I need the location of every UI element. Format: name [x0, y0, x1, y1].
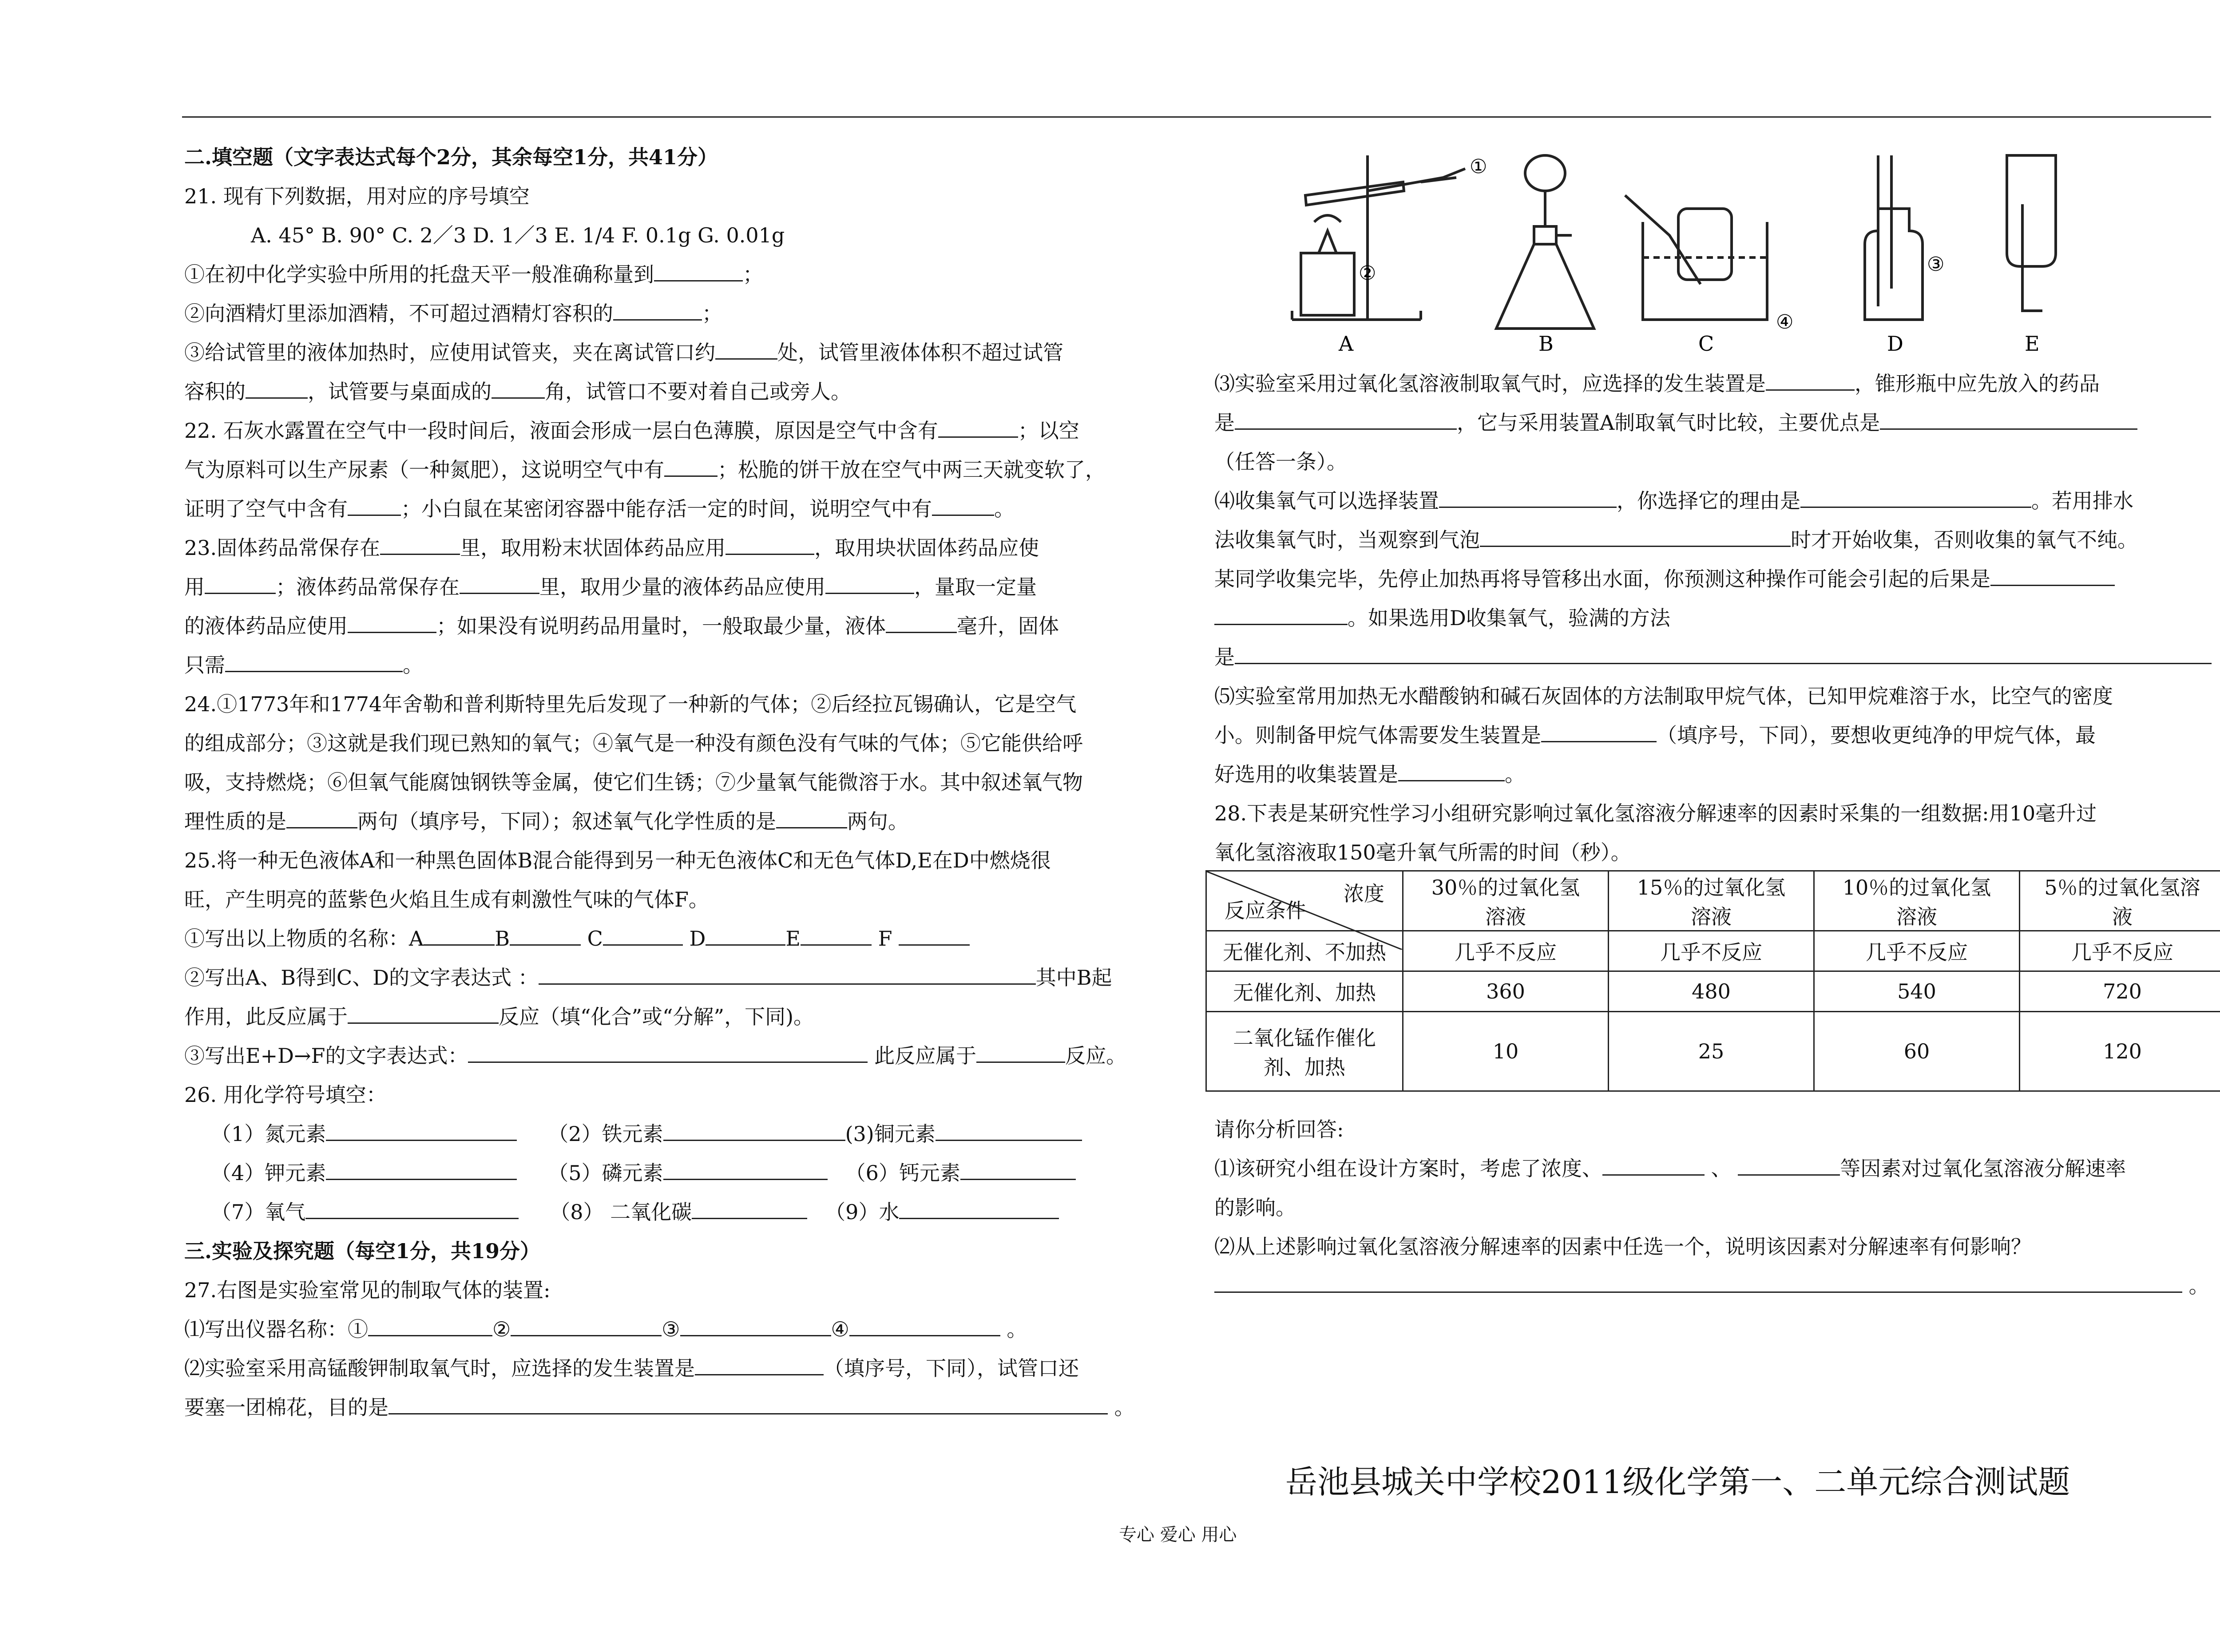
top-rule	[182, 116, 2211, 118]
table-cell: 几乎不反应	[2020, 931, 2220, 971]
q27-part4-line2: 法收集氧气时，当观察到气泡 时才开始收集，否则收集的氧气不纯。	[1214, 520, 2220, 559]
table-cell: 480	[1609, 971, 1814, 1012]
corner-label-condition: 反应条件	[1225, 899, 1306, 923]
q27-part4-line1: ⑷收集氧气可以选择装置 ，你选择它的理由是 。若用排水	[1214, 481, 2220, 520]
q26-stem: 26. 用化学符号填空：	[184, 1083, 387, 1107]
q24-line3: 吸，支持燃烧；⑥但氧气能腐蚀钢铁等金属，使它们生锈；⑦少量氧气能微溶于水。其中叙述氧气物	[184, 770, 1083, 794]
table-cell: 几乎不反应	[1403, 931, 1609, 971]
q21-line3: ③给试管里的液体加热时，应使用试管夹，夹在离试管口约 处，试管里液体体积不超过试管	[184, 333, 1188, 372]
q27-stem: 27.右图是实验室常见的制取气体的装置:	[184, 1278, 551, 1302]
table-cell: 10	[1403, 1012, 1609, 1091]
q24-line2: 的组成部分；③这就是我们现已熟知的氧气；④氧气是一种没有颜色没有气味的气体；⑤它能供给呼	[184, 731, 1083, 755]
table-row	[1206, 971, 2220, 1012]
q28-a2: ⑵从上述影响过氧化氢溶液分解速率的因素中任选一个，说明该因素对分解速率有何影响？	[1214, 1235, 2031, 1259]
label-d: D	[1887, 332, 1903, 355]
q25-line1: 25.将一种无色液体A和一种黑色固体B混合能得到另一种无色液体C和无色气体D,E在D中燃烧很	[184, 848, 1051, 872]
q25-line3: ①写出以上物质的名称：A B C D E F	[184, 919, 1188, 958]
right-column	[1214, 364, 2220, 872]
q21-line4: 容积的 ，试管要与桌面成的 角，试管口不要对着自己或旁人。	[184, 372, 1188, 411]
q27-part2-line2: 要塞一团棉花，目的是 。	[184, 1388, 1188, 1427]
apparatus-drawing	[1288, 142, 2220, 355]
q21-stem: 21. 现有下列数据，用对应的序号填空	[184, 184, 530, 208]
q27-part4-line5: 是	[1214, 638, 2220, 677]
q22-line3: 证明了空气中含有 ；小白鼠在某密闭容器中能存活一定的时间，说明空气中有 。	[184, 489, 1188, 528]
header-30pct: 30％的过氧化氢 溶液	[1403, 871, 1609, 931]
q25-line2: 旺，产生明亮的蓝紫色火焰且生成有刺激性气味的气体F。	[184, 887, 709, 911]
table-cell: 60	[1814, 1012, 2020, 1091]
table-header-row	[1206, 871, 2220, 931]
q28-a1-line1: ⑴该研究小组在设计方案时，考虑了浓度、 、 等因素对过氧化氢溶液分解速率	[1214, 1149, 2220, 1188]
q25-line4: ②写出A、B得到C、D的文字表达式 ： 其中B起	[184, 958, 1188, 997]
header-5pct: 5％的过氧化氢溶 液	[2020, 871, 2220, 931]
table-cell: 540	[1814, 971, 2020, 1012]
exam-title: 岳池县城关中学校2011级化学第一、二单元综合测试题	[1285, 1463, 2070, 1501]
q28-line1: 28.下表是某研究性学习小组研究影响过氧化氢溶液分解速率的因素时采集的一组数据:用10毫升过	[1214, 801, 2097, 825]
row-label: 无催化剂、加热	[1206, 971, 1403, 1012]
section-2-title: 二.填空题（文字表达式每个2分，其余每空1分，共41分）	[184, 145, 718, 169]
q27-part5-line2: 小。则制备甲烷气体需要发生装置是 （填序号，下同），要想收更纯净的甲烷气体，最	[1214, 716, 2220, 755]
label-a: A	[1339, 332, 1354, 355]
table-cell: 几乎不反应	[1609, 931, 1814, 971]
q23-line1: 23.固体药品常保存在 里，取用粉末状固体药品应用 ，取用块状固体药品应使	[184, 528, 1188, 567]
q27-part5-line3: 好选用的收集装置是 。	[1214, 755, 2220, 794]
q27-part3-line3: （任答一条）。	[1214, 450, 1347, 474]
q22-line1: 22. 石灰水露置在空气中一段时间后，液面会形成一层白色薄膜，原因是空气中含有 ；以空	[184, 411, 1188, 450]
q27-part5-line1: ⑸实验室常用加热无水醋酸钠和碱石灰固体的方法制取甲烷气体，已知甲烷难溶于水，比空气的密度	[1214, 684, 2113, 708]
section-3-title: 三.实验及探究题（每空1分，共19分）	[184, 1239, 541, 1263]
table-cell: 25	[1609, 1012, 1814, 1091]
q27-part3-line2: 是 ，它与采用装置A制取氧气时比较，主要优点是	[1214, 403, 2220, 442]
label-b: B	[1538, 332, 1554, 355]
row-label: 二氧化锰作催化 剂、加热	[1206, 1012, 1403, 1091]
q28-analysis	[1214, 1110, 2220, 1305]
q27-part3-line1: ⑶实验室采用过氧化氢溶液制取氧气时，应选择的发生装置是 ，锥形瓶中应先放入的药品	[1214, 364, 2220, 403]
q23-line4: 只需 。	[184, 646, 1188, 685]
q21-line1: ①在初中化学实验中所用的托盘天平一般准确称量到 ；	[184, 255, 1188, 294]
header-10pct: 10％的过氧化氢 溶液	[1814, 871, 2020, 931]
q27-part1: ⑴写出仪器名称：① ② ③ ④ 。	[184, 1310, 1188, 1349]
q21-options: A. 45° B. 90° C. 2／3 D. 1／3 E. 1/4 F. 0.1g G. 0.01g	[251, 223, 785, 247]
table-cell: 360	[1403, 971, 1609, 1012]
q28-ask: 请你分析回答:	[1214, 1117, 1344, 1141]
q21-line2: ②向酒精灯里添加酒精，不可超过酒精灯容积的 ；	[184, 294, 1188, 333]
header-15pct: 15％的过氧化氢 溶液	[1609, 871, 1814, 931]
row-label: 无催化剂、不加热	[1206, 931, 1403, 971]
label-e: E	[2025, 332, 2040, 355]
q25-line5: 作用，此反应属于 反应（填“化合”或“分解”，下同)。	[184, 997, 1188, 1036]
left-column	[184, 138, 1188, 1427]
q28-line2: 氧化氢溶液取150毫升氧气所需的时间（秒）。	[1214, 840, 1631, 864]
q27-part4-line4: 。如果选用D收集氧气，验满的方法	[1214, 598, 2220, 638]
table-cell: 120	[2020, 1012, 2220, 1091]
table-row	[1206, 1012, 2220, 1091]
q28-a1-line2: 的影响。	[1214, 1196, 1296, 1220]
corner-label-concentration: 浓度	[1344, 882, 1384, 906]
table-cell: 720	[2020, 971, 2220, 1012]
q26-row2: （4）钾元素 （5）磷元素 （6）钙元素	[184, 1153, 1188, 1192]
marker-1: ①	[1470, 155, 1487, 178]
rate-data-table	[1205, 870, 2220, 1092]
apparatus-figure	[1288, 142, 2220, 355]
marker-4: ④	[1776, 311, 1794, 333]
table-cell: 几乎不反应	[1814, 931, 2020, 971]
q23-line2: 用 ；液体药品常保存在 里，取用少量的液体药品应使用 ，量取一定量	[184, 567, 1188, 606]
q24-line4: 理性质的是 两句（填序号，下同）；叙述氧气化学性质的是 两句。	[184, 802, 1188, 841]
q28-a2-answer: 。	[1214, 1266, 2220, 1305]
q23-line3: 的液体药品应使用 ；如果没有说明药品用量时，一般取最少量，液体 毫升，固体	[184, 606, 1188, 646]
table-corner-cell	[1206, 871, 1403, 931]
q26-row3: （7）氧气 （8） 二氧化碳 （9）水	[184, 1192, 1188, 1232]
q26-row1: （1）氮元素 （2）铁元素 (3)铜元素	[184, 1114, 1188, 1153]
q25-line6: ③写出E+D→F的文字表达式： 此反应属于 反应。	[184, 1036, 1188, 1075]
page-footer: 专心 爱心 用心	[1119, 1525, 1237, 1545]
label-c: C	[1698, 332, 1714, 355]
q27-part4-line3: 某同学收集完毕，先停止加热再将导管移出水面，你预测这种操作可能会引起的后果是	[1214, 559, 2220, 598]
q22-line2: 气为原料可以生产尿素（一种氮肥），这说明空气中有 ；松脆的饼干放在空气中两三天就变软了，	[184, 450, 1188, 489]
q27-part2-line1: ⑵实验室采用高锰酸钾制取氧气时，应选择的发生装置是 （填序号，下同），试管口还	[184, 1349, 1188, 1388]
marker-2: ②	[1359, 262, 1376, 285]
q24-line1: 24.①1773年和1774年舍勒和普利斯特里先后发现了一种新的气体；②后经拉瓦锡确认，它是空气	[184, 692, 1077, 716]
marker-3: ③	[1927, 253, 1945, 276]
